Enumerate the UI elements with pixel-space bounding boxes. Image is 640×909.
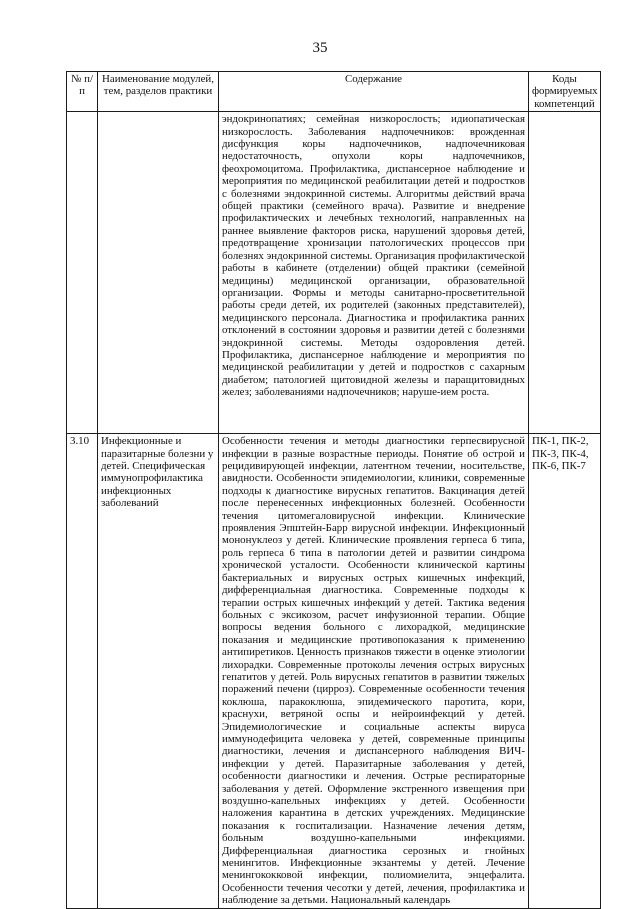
table-row <box>67 434 601 908</box>
row-number <box>67 112 98 434</box>
row-module <box>98 112 219 434</box>
table-row <box>67 112 601 434</box>
row-codes: ПК-1, ПК-2, ПК-3, ПК-4, ПК-6, ПК-7 <box>529 434 601 908</box>
row-number: 3.10 <box>67 434 98 908</box>
header-module: Наименование модулей, тем, разделов практики <box>98 72 219 112</box>
header-content: Содержание <box>219 72 529 112</box>
header-number: № п/п <box>67 72 98 112</box>
page-number: 35 <box>312 40 328 56</box>
row-content: Особенности течения и методы диагностики герпесвирусной инфекции в разные возрастные периоды. Понятие об острой и рецидивирующей инфекции, латентном течении, носительстве, авидности. Особенности эпидемиологии, клиники, современные подходы к диагностике вирусных гепатитов. Вакцинация детей после перенесенных инфекционных болезней. Особенности течения цитомегаловирусной инфекции. Клинические проявления Эпштейн-Барр вирусной инфекции. Инфекционный мононуклеоз у детей. Клинические проявления герпеса 6 типа, роль герпеса 6 типа в патологии детей и развитии синдрома хронической усталости. Особенности клинической картины бактериальных и вирусных острых кишечных инфекций, дифференциальная диагностика. Современные подходы к терапии острых кишечных инфекций у детей. Тактика ведения больных с эксикозом, расчет инфузионной терапии. Общие вопросы ведения больного с лихорадкой, медицинские показания и медицинские противопоказания к применению антипиретиков. Ценность признаков тяжести в оценке этиологии лихорадки. Современные протоколы лечения острых вирусных гепатитов у детей. Роль вирусных гепатитов в развитии тяжелых поражений печени (цирроз). Современные особенности течения коклюша, паракоклюша, эпидемического паротита, кори, краснухи, ветряной оспы и нейроинфекций у детей. Эпидемиологические и социальные аспекты вируса иммунодефицита человека у детей, современные принципы диагностики, лечения и диспансерного наблюдения ВИЧ-инфекции у детей. Паразитарные заболевания у детей, особенности диагностики и лечения. Острые респираторные заболевания у детей. Оформление экстренного извещения при воздушно-капельных инфекциях у детей. Особенности наложения карантина в детских учреждениях. Медицинские показания к госпитализации. Назначение лечения детям, больным воздушно-капельными инфекциями. Дифференциальная диагностика серозных и гнойных менингитов. Инфекционные экзантемы у детей. Лечение менингококковой инфекции, полиомиелита, энцефалита. Особенности течения чесотки у детей, лечения, профилактика и наблюдение за детьми. Национальный календарь <box>219 434 529 908</box>
curriculum-table <box>66 71 601 909</box>
row-module: Инфекционные и паразитарные болезни у детей. Специфическая иммунопрофилактика инфекционных заболеваний <box>98 434 219 908</box>
row-codes <box>529 112 601 434</box>
row-content: эндокринопатиях; семейная низкорослость; идиопатическая низкорослость. Заболевания надпочечников: врожденная дисфункция коры надпочечников, надпочечниковая недостаточность, опухоли коры надпочечников, феохромоцитома. Профилактика, диспансерное наблюдение и мероприятия по медицинской реабилитации детей и подростков с болезнями эндокринной системы. Алгоритмы действий врача общей практики (семейного врача). Развитие и внедрение профилактических и лечебных технологий, направленных на раннее выявление факторов риска, нарушений здоровья детей, предотвращение хронизации патологических процессов при болезнях эндокринной системы. Организация профилактической работы в кабинете (отделении) общей практики (семейной медицины) медицинской организации, образовательной организации. Формы и методы санитарно-просветительной работы среди детей, их родителей (законных представителей), медицинского персонала. Диагностика и профилактика ранних отклонений в состоянии здоровья и развитии детей с болезнями эндокринной системы. Методы оздоровления детей. Профилактика, диспансерное наблюдение и мероприятия по медицинской реабилитации у детей и подростков с сахарным диабетом; патологией щитовидной железы и паращитовидных желез; заболеваниями надпочечников; наруше-ием роста. <box>219 112 529 434</box>
header-codes: Коды формируемых компетенций <box>529 72 601 112</box>
table-header-row <box>67 72 601 112</box>
